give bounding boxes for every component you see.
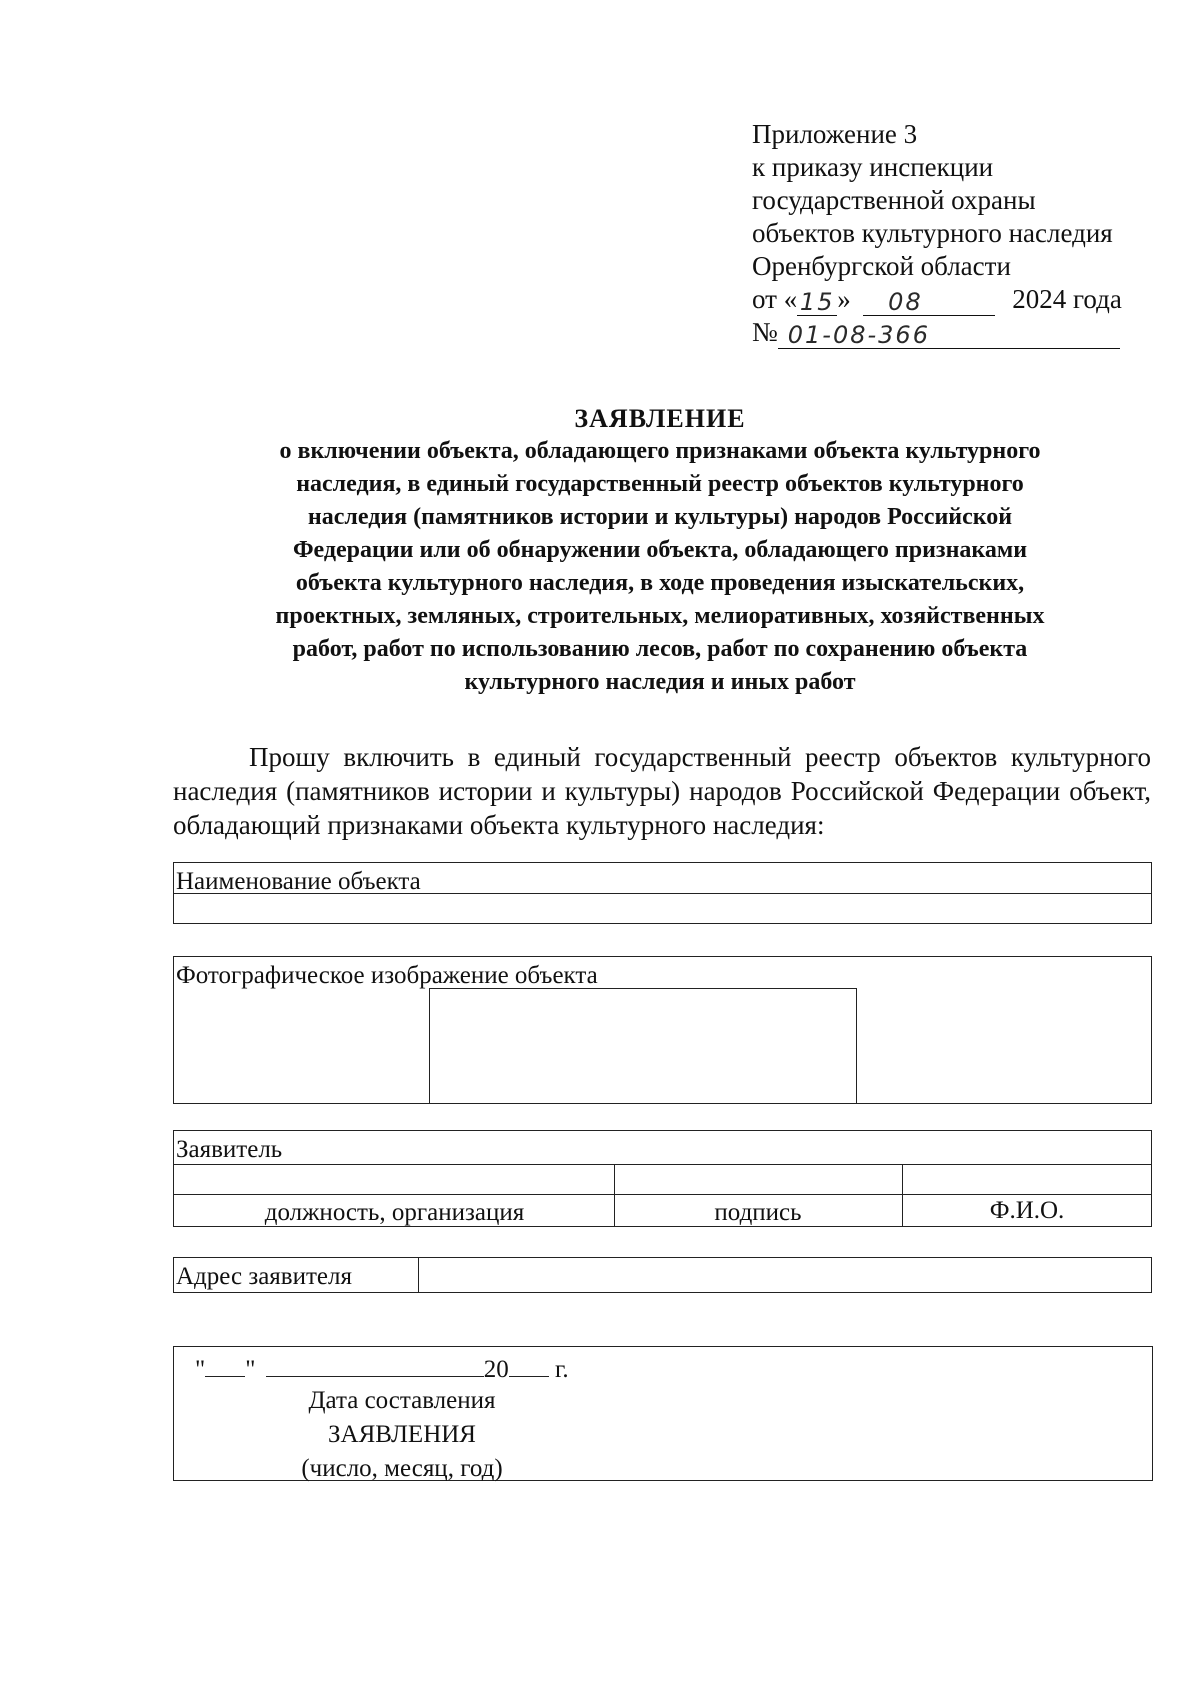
date-caption-line-1: Дата составления <box>308 1387 496 1414</box>
attachment-line-2: к приказу инспекции <box>752 152 994 182</box>
order-date-line <box>752 283 1172 316</box>
title-line: объекта культурного наследия, в ходе проведения изыскательских, <box>295 570 1025 596</box>
order-month-field <box>863 285 995 316</box>
signature-field[interactable] <box>616 1166 900 1192</box>
applicant-divider-2 <box>173 1194 1152 1195</box>
address-divider <box>418 1257 419 1293</box>
attachment-line-3: государственной охраны <box>752 185 1036 215</box>
date-caption <box>262 1384 542 1486</box>
date-quote-right: " <box>245 1356 256 1383</box>
fio-field[interactable] <box>904 1166 1150 1192</box>
order-year: 2024 года <box>1012 284 1122 314</box>
order-day: 15 <box>799 288 835 316</box>
title-line: проектных, земляных, строительных, мелиоративных, хозяйственных <box>275 603 1045 629</box>
date-century: 20 <box>483 1356 509 1383</box>
year-blank[interactable] <box>509 1354 549 1377</box>
title-main: ЗАЯВЛЕНИЕ <box>574 404 746 433</box>
order-month: 08 <box>888 288 923 316</box>
request-paragraph: Прошу включить в единый государственный реестр объектов культурного наследия (памятников истории и культуры) народов Российской Федерации объект, обладающий признаками объекта культурного наследия: <box>173 742 1151 840</box>
title-line: о включении объекта, обладающего признаками объекта культурного <box>279 438 1041 464</box>
applicant-divider-1 <box>173 1164 1152 1165</box>
date-fill-line <box>195 1354 569 1385</box>
date-year-suffix: г. <box>554 1356 569 1383</box>
applicant-label: Заявитель <box>176 1136 283 1163</box>
position-caption: должность, организация <box>264 1199 525 1226</box>
attachment-line-4: объектов культурного наследия <box>752 218 1113 248</box>
date-prefix: от <box>752 284 777 314</box>
position-field[interactable] <box>175 1166 612 1192</box>
title-line: наследия (памятников истории и культуры) народов Российской <box>307 504 1013 530</box>
date-caption-line-3: (число, месяц, год) <box>301 1455 503 1482</box>
date-quote-left: " <box>195 1356 206 1383</box>
date-quote-open: « <box>783 284 798 314</box>
photo-placeholder[interactable] <box>429 988 857 1104</box>
attachment-header <box>752 118 1172 349</box>
attachment-line-5: Оренбургской области <box>752 251 1011 281</box>
order-day-field <box>797 285 837 316</box>
object-name-field[interactable] <box>175 896 1150 922</box>
photo-label: Фотографическое изображение объекта <box>176 962 598 989</box>
fio-caption: Ф.И.О. <box>989 1197 1065 1224</box>
address-field[interactable] <box>421 1259 1150 1291</box>
signature-caption: подпись <box>714 1199 802 1226</box>
date-caption-line-2: ЗАЯВЛЕНИЯ <box>328 1421 476 1448</box>
object-name-label: Наименование объекта <box>176 868 421 895</box>
title-line: Федерации или об обнаружении объекта, обладающего признаками <box>292 537 1028 563</box>
attachment-line-1: Приложение 3 <box>752 119 918 149</box>
month-blank[interactable] <box>266 1354 484 1377</box>
address-label: Адрес заявителя <box>176 1263 352 1290</box>
statement-title <box>200 402 1120 699</box>
title-line: наследия, в единый государственный реестр объектов культурного <box>296 471 1024 497</box>
day-blank[interactable] <box>205 1354 245 1377</box>
title-line: культурного наследия и иных работ <box>464 669 856 695</box>
order-number-field <box>778 318 1120 349</box>
title-line: работ, работ по использованию лесов, работ по сохранению объекта <box>292 636 1028 662</box>
date-quote-close: » <box>837 284 851 314</box>
number-prefix: № <box>752 317 778 347</box>
order-number: 01-08-366 <box>787 321 930 349</box>
order-number-line <box>752 316 1172 349</box>
